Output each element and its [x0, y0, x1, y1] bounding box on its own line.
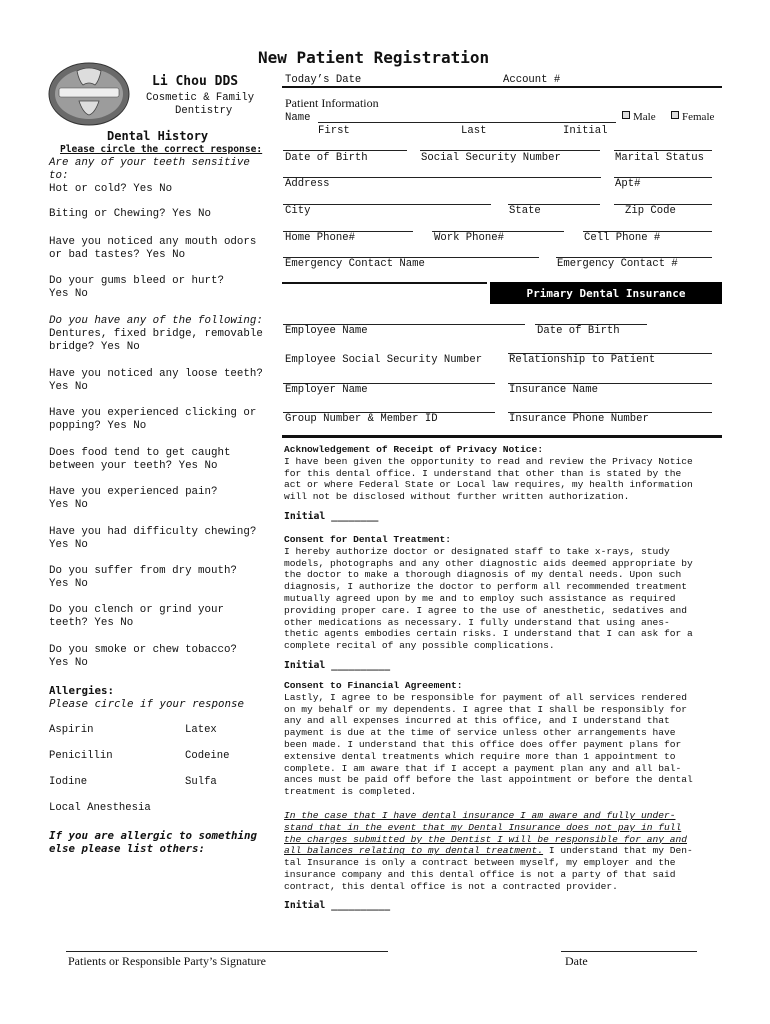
dental-question-11[interactable]	[49, 565, 237, 591]
allergies-title: Allergies:	[49, 684, 115, 697]
financial-line: ances must be paid off before the last appointment or before the dental	[284, 774, 693, 786]
dob-field[interactable]	[283, 150, 407, 151]
privacy-line: I have been given the opportunity to read and review the Privacy Notice	[284, 455, 693, 467]
marital-status-label: Marital Status	[615, 152, 705, 164]
name-field[interactable]	[318, 122, 616, 123]
treatment-line: other medications as necessary. I fully understand that using anes-	[284, 616, 670, 628]
privacy-line: for this dental office. I understand that other than is stated by the	[284, 467, 682, 479]
account-label: Account #	[503, 74, 561, 86]
form-title: New Patient Registration	[258, 48, 490, 67]
question-text: Have you experienced pain?	[49, 486, 218, 498]
privacy-line: act or where Federal State or Local law requires, my health information	[284, 479, 693, 491]
male-label: Male	[633, 111, 656, 123]
insurance-name-label: Insurance Name	[509, 384, 599, 396]
allergy-sulfa[interactable]: Sulfa	[185, 776, 217, 788]
dental-history-title: Dental History	[107, 129, 209, 143]
patient-info-title: Patient Information	[285, 96, 379, 110]
question-text: Have you noticed any mouth odors	[49, 236, 257, 248]
financial-title: Consent to Financial Agreement:	[284, 680, 463, 691]
treatment-line: providing proper care. I agree to the use of anesthetic, sedatives and	[284, 604, 688, 616]
allergies-other-line2: else please list others:	[49, 842, 206, 855]
ssn-label: Social Security Number	[421, 152, 561, 164]
emergency-contact-phone-label: Emergency Contact #	[557, 258, 678, 270]
question-answer[interactable]: Yes No	[49, 578, 88, 590]
financial-line: on my behalf or my dependents. I agree that I shall be responsibly for	[284, 703, 688, 715]
ssn-field[interactable]	[420, 150, 600, 151]
question-text: Do you have any of the following:	[49, 315, 263, 327]
treatment-line: I hereby authorize doctor or designated staff to take x-rays, study	[284, 545, 670, 557]
dental-question-2[interactable]	[49, 208, 211, 221]
dob-label: Date of Birth	[285, 152, 368, 164]
cell-phone-label: Cell Phone #	[584, 232, 661, 244]
address-field[interactable]	[283, 177, 601, 178]
question-answer[interactable]: Yes No	[49, 288, 88, 300]
dental-question-9[interactable]	[49, 486, 217, 512]
insurance-responsibility-line: In the case that I have dental insurance I am aware and fully under-	[284, 810, 676, 821]
financial-line: Lastly, I agree to be responsible for payment of all services rendered	[284, 691, 688, 703]
question-text: Have you noticed any loose teeth?	[49, 368, 263, 380]
question-text: Do you clench or grind your	[49, 604, 224, 616]
signature-label: Patients or Responsible Party’s Signature	[68, 954, 266, 968]
treatment-section	[284, 534, 693, 652]
initial-label: Initial	[563, 125, 608, 137]
name-label: Name	[285, 112, 311, 124]
allergy-latex[interactable]: Latex	[185, 724, 217, 736]
work-phone-label: Work Phone#	[434, 232, 504, 244]
insurance-responsibility-section	[284, 810, 693, 893]
question-text: Have you had difficulty chewing?	[49, 526, 257, 538]
question-answer[interactable]: popping? Yes No	[49, 420, 147, 432]
insurance-rule	[282, 282, 487, 284]
question-answer[interactable]: Hot or cold? Yes No	[49, 183, 173, 195]
treatment-line: models, photographs and any other diagnostic aids deemed appropriate by	[284, 557, 693, 569]
financial-line: complete. I am aware that if I accept a payment plan any and all bal-	[284, 762, 682, 774]
female-option[interactable]	[671, 111, 714, 123]
question-text: Are any of your teeth sensitive	[49, 157, 250, 169]
treatment-line: thetic agents embodies certain risks. I understand that I can ask for a	[284, 628, 693, 640]
apt-label: Apt#	[615, 178, 641, 190]
financial-line: extensive dental treatments which require more than 1 appointment to	[284, 750, 676, 762]
allergy-codeine[interactable]: Codeine	[185, 750, 230, 762]
treatment-line: the doctor to make a thorough diagnosis of my dental needs. Upon such	[284, 569, 682, 581]
city-field[interactable]	[283, 204, 491, 205]
female-label: Female	[682, 111, 715, 123]
female-checkbox-icon[interactable]	[671, 111, 679, 119]
male-checkbox-icon[interactable]	[622, 111, 630, 119]
question-text[interactable]: Biting or Chewing? Yes No	[49, 208, 211, 220]
practice-line1: Cosmetic & Family	[146, 92, 255, 104]
financial-closing-line: insurance company and this dental office is not a party of that said	[284, 868, 676, 880]
todays-date-label: Today’s Date	[285, 74, 362, 86]
dental-question-12[interactable]	[49, 604, 224, 630]
financial-line: treatment is completed.	[284, 786, 417, 798]
question-text: Does food tend to get caught	[49, 447, 231, 459]
employee-name-label: Employee Name	[285, 325, 368, 337]
privacy-line: will not be disclosed without further written authorization.	[284, 491, 630, 503]
dental-question-3[interactable]	[49, 236, 256, 262]
allergy-penicillin[interactable]: Penicillin	[49, 750, 113, 762]
financial-line: payment is due at the time of service unless other arrangements have	[284, 727, 676, 739]
treatment-title: Consent for Dental Treatment:	[284, 534, 451, 545]
dental-question-13[interactable]	[49, 644, 237, 670]
question-answer[interactable]: between your teeth? Yes No	[49, 460, 218, 472]
question-text: Do you smoke or chew tobacco?	[49, 644, 237, 656]
dental-question-4[interactable]	[49, 275, 224, 301]
treatment-initial[interactable]: Initial __________	[284, 660, 391, 671]
financial-closing-line: tal Insurance is only a contract between myself, my employer and the	[284, 857, 676, 869]
dental-history-instruction: Please circle the correct response:	[60, 144, 263, 155]
employer-name-label: Employer Name	[285, 384, 368, 396]
employee-dob-label: Date of Birth	[537, 325, 620, 337]
treatment-line: diagnosis, I authorize the doctor to perform all recommended treatment	[284, 581, 688, 593]
insurance-responsibility-tail: I understand that my Den-	[543, 845, 693, 857]
question-text: Have you experienced clicking or	[49, 407, 257, 419]
treatment-line: complete recital of any possible complications.	[284, 640, 555, 652]
dental-question-10[interactable]	[49, 526, 256, 552]
zip-label: Zip Code	[625, 205, 676, 217]
address-label: Address	[285, 178, 330, 190]
insurance-responsibility-line: the charges submitted by the Dentist I will be responsible for any and	[284, 833, 688, 845]
emergency-contact-name-label: Emergency Contact Name	[285, 258, 425, 270]
home-phone-label: Home Phone#	[285, 232, 355, 244]
financial-line: any and all expenses incurred at this office, and I understand that	[284, 715, 670, 727]
last-name-label: Last	[461, 125, 487, 137]
dental-question-7[interactable]	[49, 407, 256, 433]
header-rule	[282, 86, 722, 88]
question-text: Do your gums bleed or hurt?	[49, 275, 224, 287]
insurance-bottom-rule	[282, 435, 722, 438]
insurance-phone-label: Insurance Phone Number	[509, 413, 649, 425]
financial-line: been made. I understand that this office does offer payment plans for	[284, 738, 682, 750]
question-answer[interactable]: teeth? Yes No	[49, 617, 134, 629]
allergy-iodine[interactable]: Iodine	[49, 776, 88, 788]
employee-ssn-label: Employee Social Security Number	[285, 354, 483, 366]
state-label: State	[509, 205, 541, 217]
dental-question-6[interactable]	[49, 368, 263, 394]
question-answer[interactable]: or bad tastes? Yes No	[49, 249, 186, 261]
question-answer[interactable]: bridge? Yes No	[49, 341, 140, 353]
question-answer[interactable]: Yes No	[49, 657, 88, 669]
question-answer[interactable]: Yes No	[49, 539, 88, 551]
practice-line2: Dentistry	[175, 105, 233, 117]
insurance-responsibility-line: stand that in the event that my Dental Insurance does not pay in full	[284, 821, 682, 833]
marital-field[interactable]	[614, 150, 712, 151]
signature-field[interactable]	[66, 951, 388, 952]
question-text: to:	[49, 170, 69, 182]
dental-logo	[47, 61, 131, 127]
date-label: Date	[565, 954, 588, 968]
dental-question-5[interactable]	[49, 315, 263, 354]
financial-closing-line: contract, this dental office is not a contracted provider.	[284, 880, 618, 892]
allergy-aspirin[interactable]: Aspirin	[49, 724, 94, 736]
financial-section	[284, 680, 693, 798]
first-name-label: First	[318, 125, 350, 137]
question-answer[interactable]: Yes No	[49, 381, 88, 393]
question-answer[interactable]: Yes No	[49, 499, 88, 511]
practice-name: Li Chou DDS	[152, 74, 239, 89]
privacy-initial[interactable]: Initial ________	[284, 511, 379, 522]
date-field[interactable]	[561, 951, 697, 952]
city-label: City	[285, 205, 311, 217]
dental-question-1[interactable]	[49, 157, 250, 196]
relationship-label: Relationship to Patient	[509, 354, 656, 366]
allergies-instruction: Please circle if your response	[49, 697, 245, 710]
privacy-section	[284, 444, 693, 503]
question-text: Dentures, fixed bridge, removable	[49, 328, 263, 340]
financial-initial[interactable]: Initial __________	[284, 900, 391, 911]
privacy-title: Acknowledgement of Receipt of Privacy Notice:	[284, 444, 544, 455]
insurance-responsibility-line: all balances relating to my dental treatment.	[284, 845, 544, 857]
allergy-local-anesthesia[interactable]: Local Anesthesia	[49, 802, 151, 814]
treatment-line: mutually agreed upon by me and to employ such assistance as required	[284, 592, 676, 604]
question-text: Do you suffer from dry mouth?	[49, 565, 237, 577]
allergies-other-line1: If you are allergic to something	[49, 829, 258, 842]
insurance-title: Primary Dental Insurance	[526, 287, 686, 300]
male-option[interactable]	[622, 111, 656, 123]
group-number-label: Group Number & Member ID	[285, 413, 438, 425]
dental-question-8[interactable]	[49, 447, 230, 473]
